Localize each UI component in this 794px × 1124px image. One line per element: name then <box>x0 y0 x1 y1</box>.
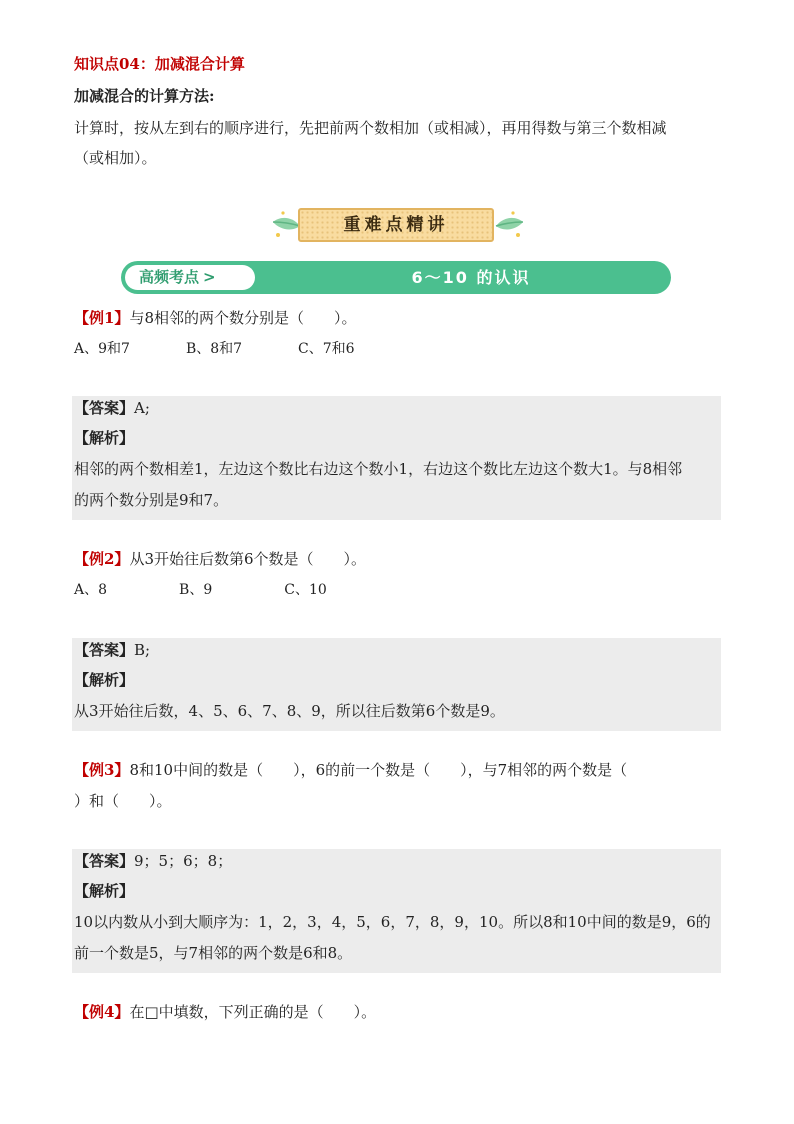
option-c: C、10 <box>284 582 327 598</box>
question-text: 从3开始往后数第6个数是（ ）。 <box>129 550 367 568</box>
example-3-question-line-2: ）和（ ）。 <box>74 792 172 810</box>
answer-value: B; <box>134 641 151 659</box>
answer-value: 9；5；6；8； <box>134 852 233 870</box>
analysis-1-line-2: 的两个数分别是9和7。 <box>74 491 229 509</box>
option-a: A、9和7 <box>74 341 130 357</box>
analysis-label-2: 【解析】 <box>74 671 135 689</box>
analysis-3-line-1: 10以内数从小到大顺序为：1，2，3，4，5，6，7，8，9，10。所以8和10中间的数是9，6的 <box>74 913 711 931</box>
analysis-2-line-1: 从3开始往后数，4、5、6、7、8、9，所以往后数第6个数是9。 <box>74 702 505 720</box>
topic-tag <box>125 265 255 290</box>
answer-1 <box>74 398 150 418</box>
question-text: 与8相邻的两个数分别是（ ）。 <box>129 309 357 327</box>
option-a: A、8 <box>74 582 108 598</box>
example-4-question <box>74 1002 376 1022</box>
question-text: 8和10中间的数是（ ），6的前一个数是（ ），与7相邻的两个数是（ <box>129 761 628 779</box>
analysis-3-line-2: 前一个数是5，与7相邻的两个数是6和8。 <box>74 944 353 962</box>
topic-title: 6～10 的认识 <box>411 268 531 287</box>
answer-label: 【答案】 <box>74 641 135 659</box>
method-text-line-2: （或相加）。 <box>74 149 157 167</box>
example-1-question <box>74 308 356 328</box>
answer-label: 【答案】 <box>74 399 135 417</box>
option-b: B、8和7 <box>185 341 243 357</box>
banner-title: 重难点精讲 <box>343 215 449 235</box>
example-3-question-line-1 <box>74 760 627 780</box>
leaf-right-icon <box>492 208 526 242</box>
example-label: 【例4】 <box>74 1003 130 1021</box>
section-banner <box>270 204 526 246</box>
answer-value: A; <box>134 399 150 417</box>
topic-bar <box>121 261 671 294</box>
example-2-options <box>74 580 327 600</box>
option-b: B、9 <box>179 582 213 598</box>
example-1-options <box>74 339 355 359</box>
topic-tag-label: 高频考点 <box>139 268 200 286</box>
answer-2 <box>74 640 150 660</box>
option-c: C、7和6 <box>298 341 355 357</box>
example-label: 【例3】 <box>74 761 130 779</box>
example-2-question <box>74 549 366 569</box>
banner-box <box>298 208 494 242</box>
answer-3 <box>74 851 232 871</box>
answer-label: 【答案】 <box>74 852 135 870</box>
knowledge-title: 知识点04：加减混合计算 <box>74 55 245 73</box>
method-heading: 加减混合的计算方法: <box>74 87 215 105</box>
chevron-right-icon: > <box>203 268 216 286</box>
analysis-1-line-1: 相邻的两个数相差1，左边这个数比右边这个数小1，右边这个数比左边这个数大1。与8相邻 <box>74 460 683 478</box>
question-text: 在□中填数，下列正确的是（ ）。 <box>129 1003 377 1021</box>
analysis-label-1: 【解析】 <box>74 429 135 447</box>
method-text-line-1: 计算时，按从左到右的顺序进行，先把前两个数相加（或相减），再用得数与第三个数相减 <box>74 119 667 137</box>
example-label: 【例2】 <box>74 550 130 568</box>
analysis-label-3: 【解析】 <box>74 882 135 900</box>
example-label: 【例1】 <box>74 309 130 327</box>
